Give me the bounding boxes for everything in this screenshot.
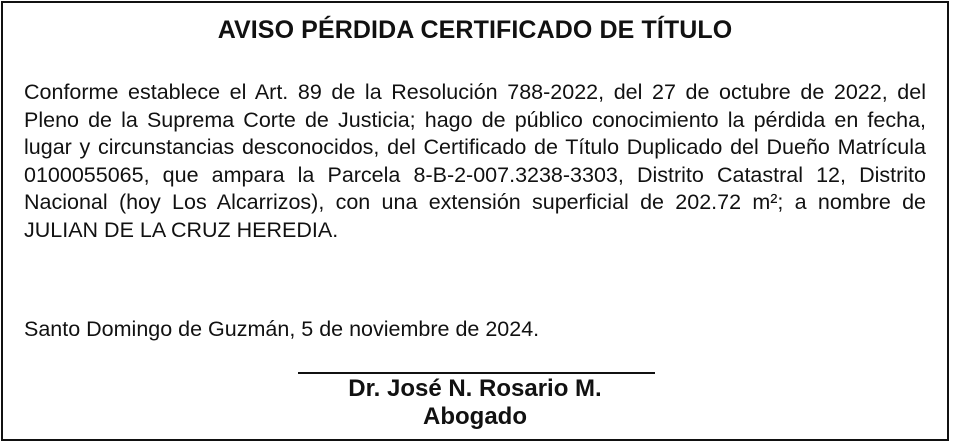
signer-role: Abogado xyxy=(423,403,527,430)
notice-title: AVISO PÉRDIDA CERTIFICADO DE TÍTULO xyxy=(217,16,733,44)
legal-notice-box xyxy=(1,1,949,441)
signature-line xyxy=(298,372,655,374)
notice-body: Conforme establece el Art. 89 de la Resolución 788-2022, del 27 de octubre de 2022, del Pleno de la Suprema Corte de Justicia; hago de público conocimiento la pérdida en fecha, lugar y circunstancias desconocidos, del Certificado de Título Duplicado del Dueño Matrícula 0100055065, que ampara la Parcela 8-B-2-007.3238-3303, Distrito Catastral 12, Distrito Nacional (hoy Los Alcarrizos), con una extensión superficial de 202.72 m²; a nombre de JULIAN DE LA CRUZ HEREDIA. xyxy=(24,80,926,242)
place-and-date: Santo Domingo de Guzmán, 5 de noviembre de 2024. xyxy=(24,317,540,341)
signer-name: Dr. José N. Rosario M. xyxy=(348,375,602,402)
